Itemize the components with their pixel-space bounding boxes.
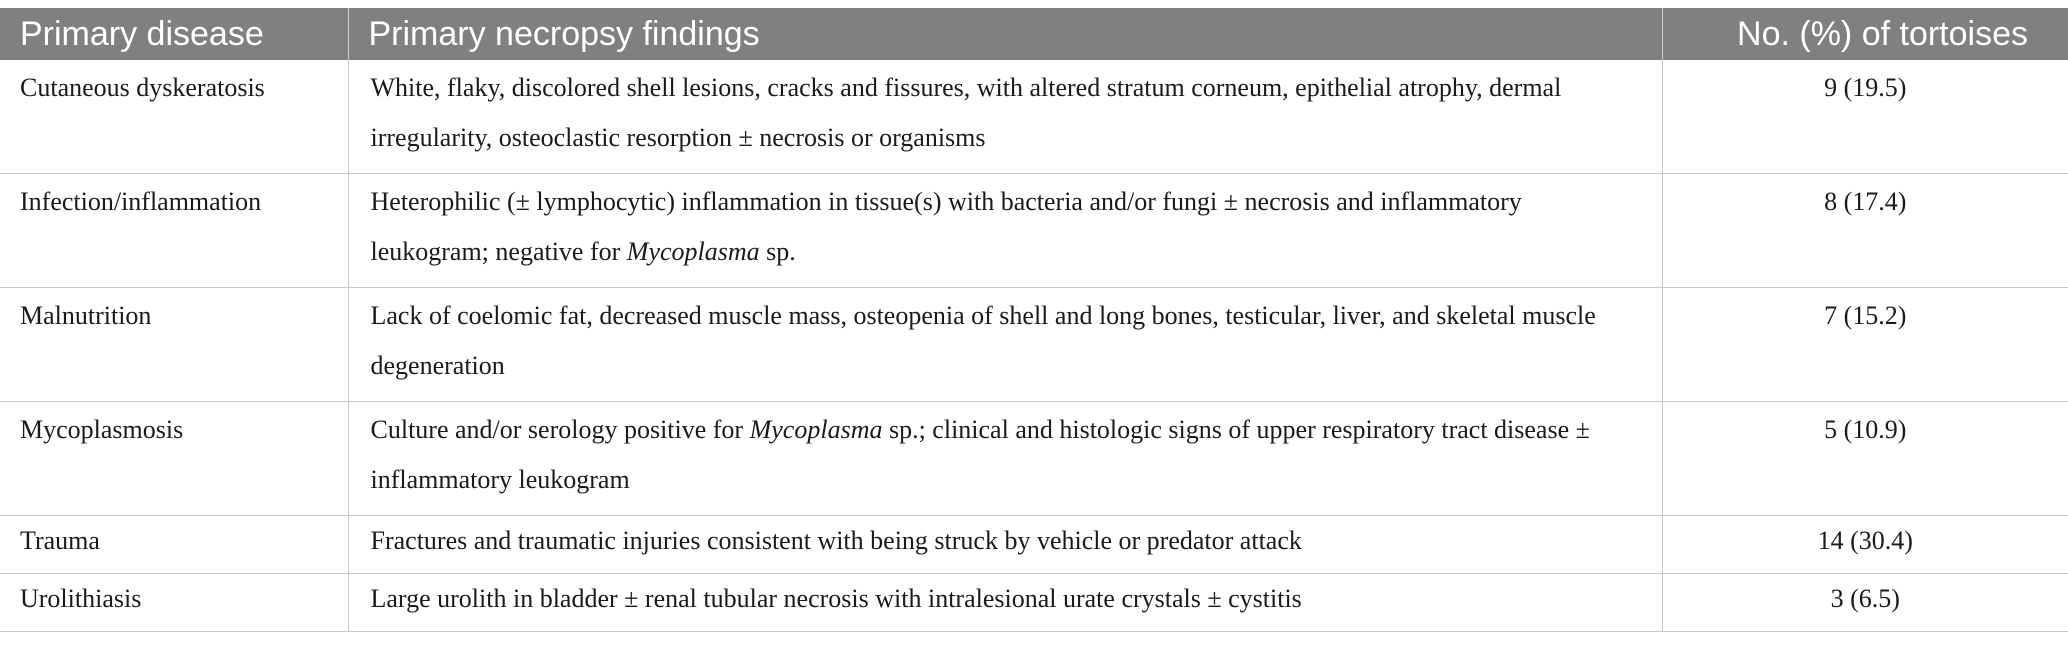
findings-text: sp.; clinical and histologic signs of upper respiratory tract disease ± inflammatory leukogram	[370, 415, 1590, 494]
findings-cell: Fractures and traumatic injuries consistent with being struck by vehicle or predator attack	[348, 516, 1662, 574]
organism-name: Mycoplasma	[749, 415, 883, 444]
table-row	[0, 574, 2068, 632]
organism-name: Mycoplasma	[626, 237, 760, 266]
count-cell: 9 (19.5)	[1662, 60, 2068, 174]
count-cell: 7 (15.2)	[1662, 288, 2068, 402]
table-row	[0, 60, 2068, 174]
count-cell: 3 (6.5)	[1662, 574, 2068, 632]
header-number-percent-tortoises: No. (%) of tortoises	[1662, 8, 2068, 60]
disease-cell: Trauma	[0, 516, 348, 574]
table-header	[0, 8, 2068, 60]
disease-cell: Mycoplasmosis	[0, 402, 348, 516]
disease-cell: Infection/inflammation	[0, 174, 348, 288]
count-cell: 5 (10.9)	[1662, 402, 2068, 516]
findings-text: Culture and/or serology positive for	[370, 415, 750, 444]
findings-cell: Large urolith in bladder ± renal tubular necrosis with intralesional urate crystals ± cystitis	[348, 574, 1662, 632]
count-cell: 14 (30.4)	[1662, 516, 2068, 574]
header-primary-necropsy-findings: Primary necropsy findings	[348, 8, 1662, 60]
disease-cell: Malnutrition	[0, 288, 348, 402]
findings-cell: White, flaky, discolored shell lesions, cracks and fissures, with altered stratum corneum, epithelial atrophy, dermal irregularity, osteoclastic resorption ± necrosis or organisms	[348, 60, 1662, 174]
disease-cell: Urolithiasis	[0, 574, 348, 632]
findings-cell	[348, 402, 1662, 516]
table-body	[0, 60, 2068, 632]
findings-cell: Lack of coelomic fat, decreased muscle mass, osteopenia of shell and long bones, testicular, liver, and skeletal muscle degeneration	[348, 288, 1662, 402]
disease-cell: Cutaneous dyskeratosis	[0, 60, 348, 174]
table-row	[0, 516, 2068, 574]
findings-text: Heterophilic (± lymphocytic) inflammation in tissue(s) with bacteria and/or fungi ± necrosis and inflammatory leukogram; negative for	[370, 187, 1522, 266]
table-row	[0, 402, 2068, 516]
findings-cell	[348, 174, 1662, 288]
table-row	[0, 174, 2068, 288]
header-primary-disease: Primary disease	[0, 8, 348, 60]
header-row	[0, 8, 2068, 60]
findings-text: sp.	[759, 237, 796, 266]
count-cell: 8 (17.4)	[1662, 174, 2068, 288]
table-row	[0, 288, 2068, 402]
necropsy-findings-table	[0, 8, 2068, 632]
